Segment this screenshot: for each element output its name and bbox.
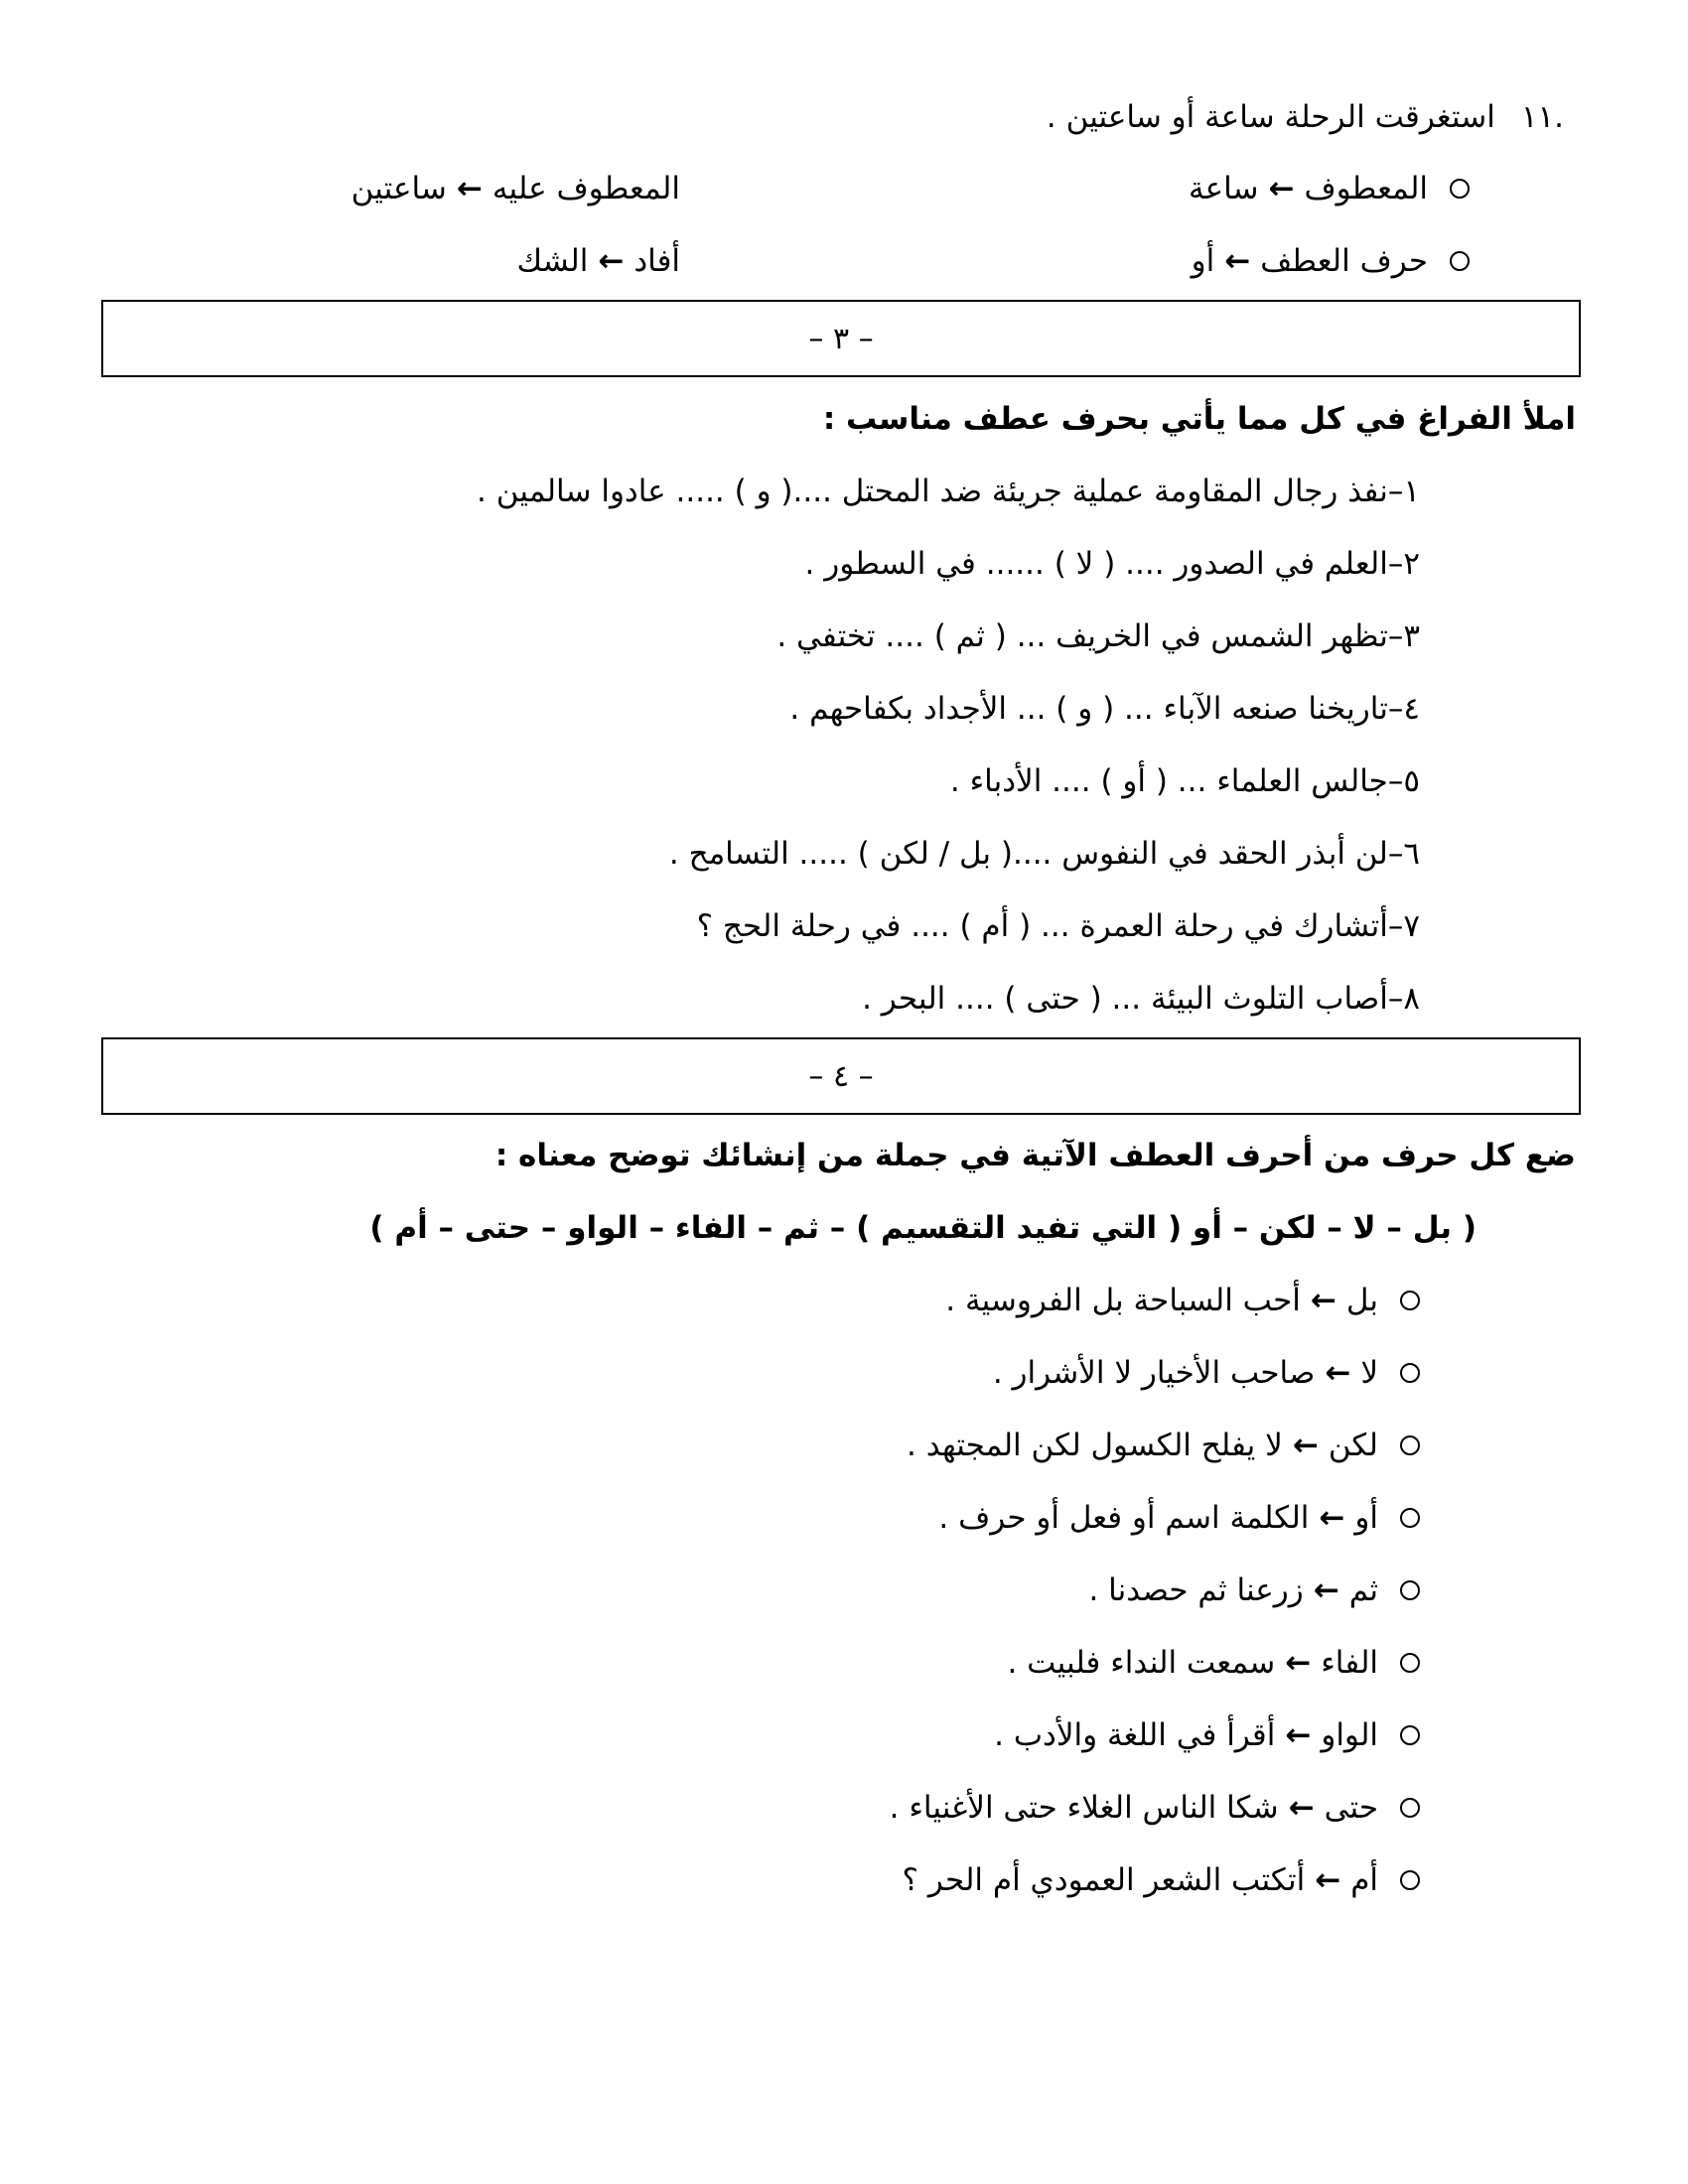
bullet-icon — [1400, 1653, 1420, 1673]
answer-sentence: صاحب الأخيار لا الأشرار . — [992, 1355, 1316, 1391]
arrow-left-icon: ← — [456, 171, 483, 206]
arrow-left-icon: ← — [1313, 1572, 1339, 1608]
section-number-3: – ٣ – — [808, 321, 874, 356]
bullet-icon — [1400, 1363, 1420, 1383]
bullet-icon — [1450, 251, 1470, 271]
answer-letter: الفاء — [1321, 1645, 1378, 1681]
arrow-left-icon: ← — [1285, 1717, 1312, 1753]
answer-item — [1007, 1641, 1420, 1685]
exercise-3-item: ٨–أصاب التلوث البيئة ... ( حتى ) .... البحر . — [862, 981, 1420, 1017]
row-mateof-alayh — [352, 167, 680, 210]
item-11-sentence: استغرقت الرحلة ساعة أو ساعتين . — [1046, 99, 1495, 135]
answer-letter: بل — [1345, 1283, 1378, 1318]
bullet-icon — [1400, 1870, 1420, 1890]
arrow-left-icon: ← — [1292, 1428, 1319, 1463]
answer-letter: حتى — [1324, 1790, 1378, 1826]
bullet-icon — [1400, 1508, 1420, 1528]
answer-letter: لا — [1360, 1355, 1378, 1391]
arrow-left-icon: ← — [1319, 1500, 1345, 1536]
bullet-icon — [1400, 1291, 1420, 1310]
answer-letter: لكن — [1328, 1428, 1378, 1463]
bullet-icon — [1400, 1435, 1420, 1455]
answer-item — [890, 1786, 1420, 1830]
bullet-icon — [1450, 179, 1470, 199]
answer-letter: أم — [1350, 1862, 1378, 1898]
label-mateof-alayh: المعطوف عليه — [492, 171, 680, 206]
arrow-left-icon: ← — [1268, 171, 1295, 206]
row-afad — [516, 239, 680, 283]
exercise-3-item: ٢–العلم في الصدور .... ( لا ) ...... في السطور . — [804, 546, 1420, 582]
answer-sentence: أحب السباحة بل الفروسية . — [945, 1283, 1301, 1318]
arrow-left-icon: ← — [1315, 1862, 1341, 1898]
exercise-3-item: ٧–أتشارك في رحلة العمرة ... ( أم ) .... في رحلة الحج ؟ — [696, 908, 1420, 944]
row-mateof — [1189, 167, 1470, 210]
answer-sentence: سمعت النداء فلبيت . — [1007, 1645, 1276, 1681]
value-mateof-alayh: ساعتين — [351, 171, 447, 206]
value-harf-atf: أو — [1191, 243, 1215, 279]
exercise-3-title: املأ الفراغ في كل مما يأتي بحرف عطف مناسب : — [822, 401, 1576, 437]
label-harf-atf: حرف العطف — [1260, 243, 1428, 279]
item-11-number: .١١ — [1520, 99, 1564, 135]
exercise-3-item: ١–نفذ رجال المقاومة عملية جريئة ضد المحتل ....( و ) ..... عادوا سالمين . — [477, 474, 1420, 509]
arrow-left-icon: ← — [1325, 1355, 1351, 1391]
item-11 — [1047, 95, 1564, 139]
label-mateof: المعطوف — [1304, 171, 1428, 206]
section-box-3 — [101, 300, 1581, 377]
section-box-4 — [101, 1037, 1581, 1115]
arrow-left-icon: ← — [1288, 1790, 1315, 1826]
answer-item — [994, 1713, 1420, 1757]
answer-sentence: أتكتب الشعر العمودي أم الحر ؟ — [902, 1862, 1306, 1898]
arrow-left-icon: ← — [598, 243, 625, 279]
exercise-4-letters: ( بل – لا – لكن – أو ( التي تفيد التقسيم ) – ثم – الفاء – الواو – حتى – أم ) — [369, 1210, 1477, 1246]
answer-item — [1088, 1569, 1420, 1612]
answer-sentence: لا يفلح الكسول لكن المجتهد . — [907, 1428, 1283, 1463]
answer-letter: ثم — [1348, 1572, 1378, 1608]
arrow-left-icon: ← — [1310, 1283, 1336, 1318]
exercise-3-item: ٤–تاريخنا صنعه الآباء ... ( و ) ... الأجداد بكفاحهم . — [789, 691, 1420, 727]
exercise-3-item: ٥–جالس العلماء ... ( أو ) .... الأدباء . — [949, 763, 1420, 799]
answer-sentence: شكا الناس الغلاء حتى الأغنياء . — [889, 1790, 1279, 1826]
value-mateof: ساعة — [1188, 171, 1259, 206]
answer-item — [993, 1351, 1420, 1395]
answer-item — [903, 1858, 1420, 1902]
exercise-4-title: ضع كل حرف من أحرف العطف الآتية في جملة من إنشائك توضح معناه : — [494, 1138, 1576, 1173]
arrow-left-icon: ← — [1285, 1645, 1312, 1681]
row-harf-atf — [1192, 239, 1470, 283]
answer-sentence: زرعنا ثم حصدنا . — [1088, 1572, 1304, 1608]
answer-item — [938, 1496, 1420, 1540]
label-afad: أفاد — [633, 243, 680, 279]
exercise-3-item: ٣–تظهر الشمس في الخريف ... ( ثم ) .... تختفي . — [776, 618, 1420, 654]
answer-item — [907, 1424, 1420, 1467]
bullet-icon — [1400, 1798, 1420, 1818]
section-number-4: – ٤ – — [808, 1058, 874, 1094]
exercise-3-item: ٦–لن أبذر الحقد في النفوس ....( بل / لكن ) ..... التسامح . — [668, 836, 1420, 872]
answer-sentence: الكلمة اسم أو فعل أو حرف . — [938, 1500, 1310, 1536]
answer-sentence: أقرأ في اللغة والأدب . — [994, 1717, 1276, 1753]
bullet-icon — [1400, 1725, 1420, 1745]
value-afad: الشك — [516, 243, 589, 279]
answer-item — [945, 1279, 1420, 1322]
bullet-icon — [1400, 1580, 1420, 1600]
arrow-left-icon: ← — [1224, 243, 1251, 279]
answer-letter: الواو — [1321, 1717, 1378, 1753]
answer-letter: أو — [1354, 1500, 1378, 1536]
